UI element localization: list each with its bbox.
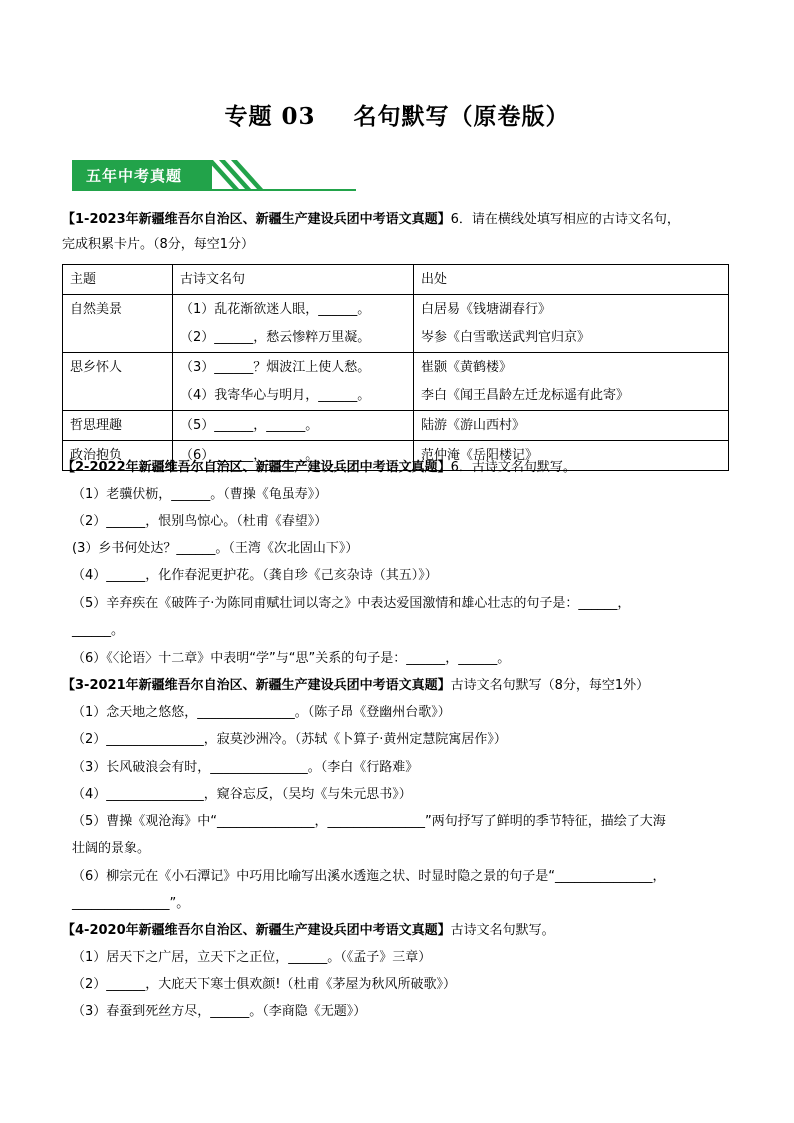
page-title [0, 98, 794, 131]
question-2-source: 【2-2022年新疆维吾尔自治区、新疆生产建设兵团中考语文真题】 [62, 460, 451, 475]
question-3-item-cont: _______________”。 [72, 896, 190, 911]
question-2-item: （4）______，化作春泥更护花。（龚自珍《己亥杂诗（其五）》） [72, 568, 438, 583]
source-line: 李白《闻王昌龄左迁龙标遥有此寄》 [421, 388, 630, 403]
question-3-item: （2）_______________，寂莫沙洲冷。（苏轼《卜算子·黄州定慧院寓居作》） [72, 732, 507, 747]
question-4-item: （2）______，大庇天下寒士俱欢颜!（杜甫《茅屋为秋风所破歌》） [72, 977, 456, 992]
title-number: 专题 03 [224, 103, 316, 130]
table-row [63, 353, 729, 411]
question-1-prompt: 6．请在横线处填写相应的古诗文名句， [450, 212, 680, 227]
verse-line: （6）______，______。 [173, 441, 414, 471]
question-3-item: （1）念天地之悠悠，_______________。（陈子昂《登幽州台歌》） [72, 705, 451, 720]
verse-line: （1）乱花渐欲迷人眼，______。 [180, 302, 371, 317]
question-3-item: （4）_______________，窥谷忘反，（吴均《与朱元思书》） [72, 787, 412, 802]
question-2-prompt: 6．古诗文名句默写。 [450, 460, 576, 475]
question-2-item: （5）辛弃疾在《破阵子·为陈同甫赋壮词以寄之》中表达爱国激情和雄心壮志的句子是：______， [72, 596, 631, 611]
header-source: 出处 [414, 265, 729, 295]
question-1-prompt-cont: 完成积累卡片。（8分，每空1分） [62, 237, 255, 252]
verse-line: （5）______，______。 [173, 411, 414, 441]
question-4-source: 【4-2020年新疆维吾尔自治区、新疆生产建设兵团中考语文真题】 [62, 923, 451, 938]
header-theme: 主题 [63, 265, 173, 295]
question-2-item-cont: ______。 [72, 623, 125, 638]
question-3-item: （6）柳宗元在《小石潭记》中巧用比喻写出溪水透迤之状、时显时隐之景的句子是“_______________， [72, 869, 666, 884]
question-4-item: （1）居天下之广居，立天下之正位，______。（《孟子》三章） [72, 950, 432, 965]
row-theme: 思乡怀人 [63, 353, 173, 411]
question-2-item: （6）《〈论语〉十二章》中表明“学”与“思”关系的句子是：______，______。 [72, 651, 511, 666]
question-3-item: （3）长风破浪会有时，_______________。（李白《行路难》 [72, 760, 419, 775]
section-banner-label: 五年中考真题 [86, 167, 183, 185]
source-line: 崔颢《黄鹤楼》 [421, 360, 513, 375]
verse-line: （3）______？烟波江上使人愁。 [180, 360, 371, 375]
table-row [63, 411, 729, 441]
verse-line: （4）我寄华心与明月，______。 [180, 388, 371, 403]
question-4-header [62, 918, 734, 943]
source-line: 范仲淹《岳阳楼记》 [414, 441, 729, 471]
question-1-source: 【1-2023年新疆维吾尔自治区、新疆生产建设兵团中考语文真题】 [62, 212, 451, 227]
source-line: 陆游《游山西村》 [414, 411, 729, 441]
header-verse: 古诗文名句 [173, 265, 414, 295]
question-3-item-cont: 壮阔的景象。 [72, 841, 151, 856]
source-line: 白居易《钱塘湖春行》 [421, 302, 552, 317]
table-header-row [63, 265, 729, 295]
title-text: 名句默写（原卷版） [353, 103, 570, 130]
question-3-item: （5）曹操《观沧海》中“_______________，_______________”两句抒写了鲜明的季节特征，描绘了大海 [72, 814, 666, 829]
source-line: 岑参《白雪歌送武判官归京》 [421, 330, 591, 345]
question-3-header [62, 673, 734, 698]
table-row [63, 295, 729, 353]
row-theme: 自然美景 [63, 295, 173, 353]
question-2-item: (3）乡书何处达？______。（王湾《次北固山下》） [72, 541, 359, 556]
row-theme: 政治抱负 [63, 441, 173, 471]
row-theme: 哲思理趣 [63, 411, 173, 441]
question-2-item: （1）老骥伏枥，______。（曹操《龟虽寿》） [72, 487, 328, 502]
question-4-prompt: 古诗文名句默写。 [450, 923, 555, 938]
question-3-prompt: 古诗文名句默写（8分，每空1外） [450, 678, 650, 693]
question-3-source: 【3-2021年新疆维吾尔自治区、新疆生产建设兵团中考语文真题】 [62, 678, 451, 693]
question-2-header [62, 455, 734, 480]
question-1-header [62, 207, 734, 232]
question-4-item: （3）春蚕到死丝方尽，______。（李商隐《无题》） [72, 1004, 367, 1019]
question-2-item: （2）______，恨别鸟惊心。（杜甫《春望》） [72, 514, 328, 529]
knowledge-card-table [62, 264, 729, 471]
section-banner [72, 160, 356, 192]
verse-line: （2）______，愁云惨粹万里凝。 [180, 330, 371, 345]
